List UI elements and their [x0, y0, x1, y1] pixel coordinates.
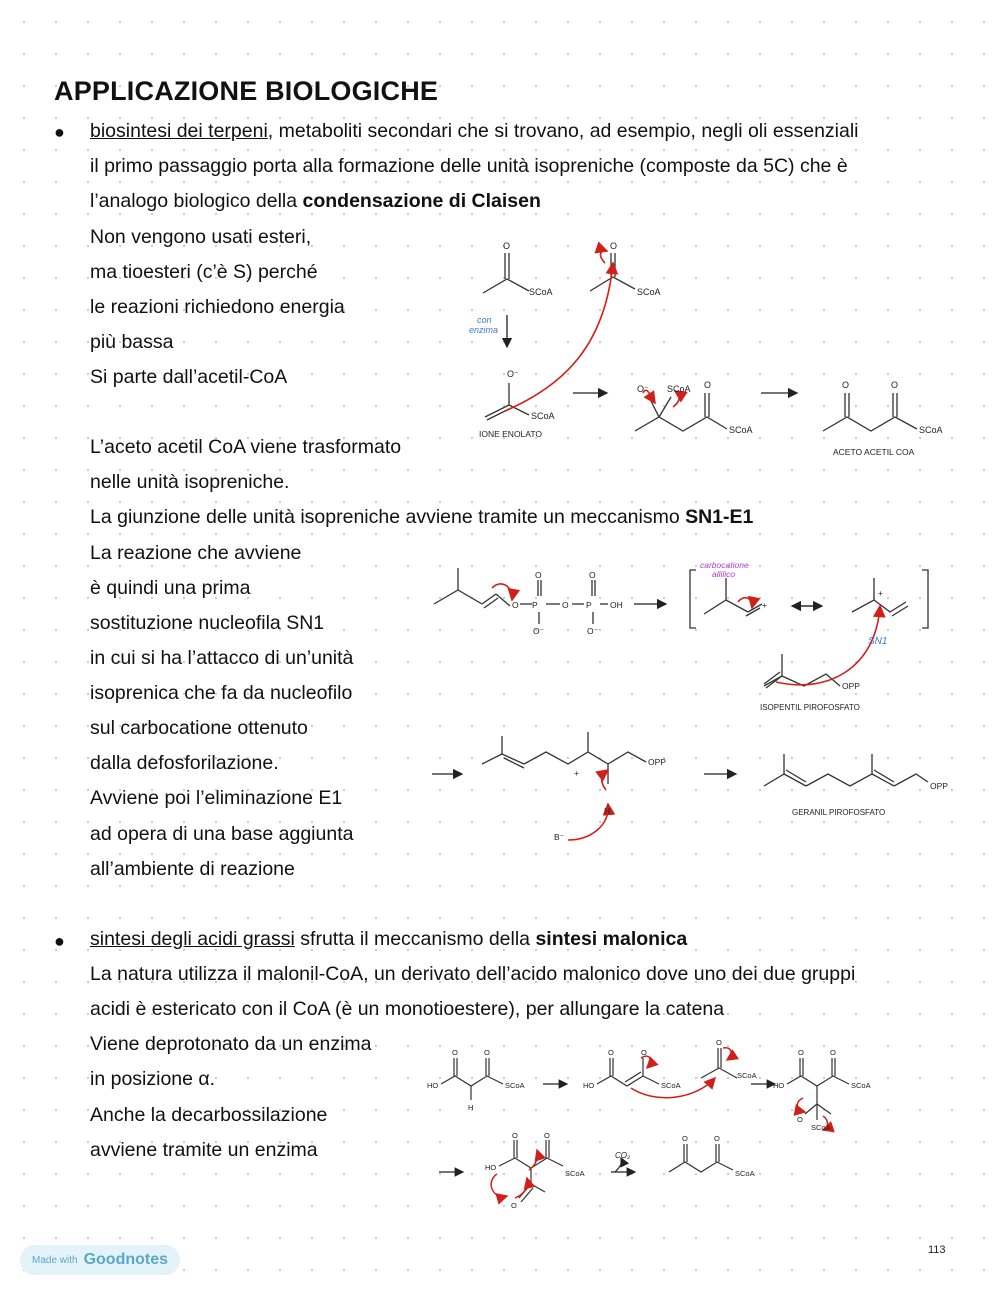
atom-label: OPP	[842, 681, 860, 691]
label-ione-enolato: IONE ENOLATO	[479, 429, 542, 439]
atom-label: SCoA	[729, 425, 753, 435]
paragraph-line: nelle unità isopreniche.	[90, 471, 290, 493]
paragraph-line: sul carbocatione ottenuto	[90, 717, 308, 739]
atom-label: H	[468, 1103, 474, 1112]
atom-label: O	[544, 1131, 550, 1140]
paragraph-line: La natura utilizza il malonil-CoA, un derivato dell’acido malonico dove uno dei due gruppi	[90, 963, 856, 985]
atom-label: O	[512, 1131, 518, 1140]
goodnotes-logo: Goodnotes	[83, 1251, 169, 1268]
paragraph-line: l’analogo biologico della condensazione di Claisen	[90, 190, 541, 212]
handwritten-note: SN1	[868, 636, 888, 647]
paragraph-line: sintesi degli acidi grassi sfrutta il meccanismo della sintesi malonica	[90, 928, 688, 950]
goodnotes-badge	[20, 1245, 180, 1275]
handwritten-note: carbocatione	[700, 560, 749, 570]
paragraph-line: acidi è estericato con il CoA (è un monotioestere), per allungare la catena	[90, 998, 725, 1020]
handwritten-note: con	[477, 315, 492, 325]
atom-label: O	[589, 570, 596, 580]
atom-label: O	[641, 1048, 647, 1057]
atom-label: HO	[773, 1081, 785, 1090]
handwritten-note: enzima	[469, 325, 499, 335]
atom-label: SCoA	[637, 287, 661, 297]
atom-label: O	[512, 600, 519, 610]
atom-label: O	[535, 570, 542, 580]
atom-label: O	[830, 1048, 836, 1057]
atom-label: SCoA	[851, 1081, 871, 1090]
atom-label: SCoA	[737, 1071, 757, 1080]
atom-label: O⁻	[587, 626, 599, 636]
atom-label: SCoA	[529, 287, 553, 297]
bullet-1: ●	[54, 122, 65, 142]
atom-label: O⁻	[637, 384, 649, 394]
atom-label: O	[503, 241, 511, 251]
paragraph-line: sostituzione nucleofila SN1	[90, 612, 325, 634]
paragraph-line: L’aceto acetil CoA viene trasformato	[90, 436, 402, 458]
paragraph-line: isoprenica che fa da nucleofilo	[90, 682, 353, 704]
page-number: 113	[928, 1244, 946, 1256]
label-geranil-pirofosfato: GERANIL PIROFOSFATO	[792, 808, 886, 817]
page-title: APPLICAZIONE BIOLOGICHE	[54, 76, 439, 106]
paragraph-line: La giunzione delle unità isopreniche avviene tramite un meccanismo SN1-E1	[90, 506, 754, 528]
atom-label: B⁻	[554, 832, 565, 842]
handwritten-note: CO₂	[615, 1151, 631, 1160]
paragraph-line: il primo passaggio porta alla formazione delle unità isopreniche (composte da 5C) che è	[90, 155, 848, 177]
atom-label: OPP	[930, 781, 948, 791]
paragraph-line: in posizione α.	[90, 1068, 216, 1090]
atom-label: SCoA	[531, 411, 555, 421]
atom-label: O⁻	[533, 626, 545, 636]
paragraph-line: ad opera di una base aggiunta	[90, 823, 354, 845]
atom-label: OPP	[648, 757, 666, 767]
atom-label: HO	[485, 1163, 497, 1172]
atom-label: O	[798, 1048, 804, 1057]
paragraph-line: Viene deprotonato da un enzima	[90, 1033, 372, 1055]
paragraph-line: Non vengono usati esteri,	[90, 226, 312, 248]
atom-label: SCoA	[811, 1123, 831, 1132]
paragraph-line: dalla defosforilazione.	[90, 752, 279, 774]
paragraph-line: Si parte dall’acetil-CoA	[90, 366, 288, 388]
paragraph-line: biosintesi dei terpeni, metaboliti secondari che si trovano, ad esempio, negli oli essenziali	[90, 120, 859, 142]
claisen-condensation-diagram	[455, 235, 955, 465]
atom-label: O	[714, 1134, 720, 1143]
atom-label: SCoA	[505, 1081, 525, 1090]
paragraph-line: all’ambiente di reazione	[90, 858, 295, 880]
paragraph-line: è quindi una prima	[90, 577, 251, 599]
atom-label: P	[532, 600, 538, 610]
paragraph-line: le reazioni richiedono energia	[90, 296, 345, 318]
atom-label: +	[878, 588, 883, 598]
paragraph-line: Avviene poi l’eliminazione E1	[90, 787, 343, 809]
atom-label: SCoA	[661, 1081, 681, 1090]
atom-label: O	[797, 1115, 803, 1124]
atom-label: HO	[427, 1081, 439, 1090]
paragraph-line: La reazione che avviene	[90, 542, 302, 564]
atom-label: +	[574, 768, 579, 778]
sn1-e1-diagram	[428, 558, 948, 848]
topic-terpeni: biosintesi dei terpeni	[90, 120, 268, 142]
bullet-2: ●	[54, 931, 65, 951]
atom-label: +	[762, 600, 767, 610]
atom-label: SCoA	[565, 1169, 585, 1178]
malonyl-coa-diagram	[425, 1038, 895, 1213]
paragraph-line: più bassa	[90, 331, 174, 353]
atom-label: O	[842, 380, 850, 390]
atom-label: HO	[583, 1081, 595, 1090]
atom-label: OH	[610, 600, 623, 610]
atom-label: O	[484, 1048, 490, 1057]
atom-label: O	[452, 1048, 458, 1057]
atom-label: O	[704, 380, 712, 390]
paragraph-line: Anche la decarbossilazione	[90, 1104, 328, 1126]
atom-label: SCoA	[667, 384, 691, 394]
atom-label: O	[716, 1038, 722, 1047]
paragraph-line: in cui si ha l’attacco di un’unità	[90, 647, 354, 669]
paragraph-line: avviene tramite un enzima	[90, 1139, 318, 1161]
atom-label: O	[608, 1048, 614, 1057]
atom-label: O	[682, 1134, 688, 1143]
atom-label: SCoA	[735, 1169, 755, 1178]
atom-label: O	[511, 1201, 517, 1210]
atom-label: O	[610, 241, 618, 251]
label-aceto-acetil-coa: ACETO ACETIL COA	[833, 447, 915, 457]
atom-label: P	[586, 600, 592, 610]
atom-label: O⁻	[507, 369, 519, 379]
made-with-label: Made with	[32, 1254, 78, 1266]
paragraph-line: ma tioesteri (c’è S) perché	[90, 261, 318, 283]
atom-label: H	[604, 806, 611, 816]
atom-label: O	[562, 600, 569, 610]
atom-label: SCoA	[919, 425, 943, 435]
label-isopentil-pirofosfato: ISOPENTIL PIROFOSFATO	[760, 703, 860, 712]
handwritten-note: allilico	[712, 569, 736, 579]
topic-acidi-grassi: sintesi degli acidi grassi	[90, 928, 295, 950]
atom-label: O	[891, 380, 899, 390]
